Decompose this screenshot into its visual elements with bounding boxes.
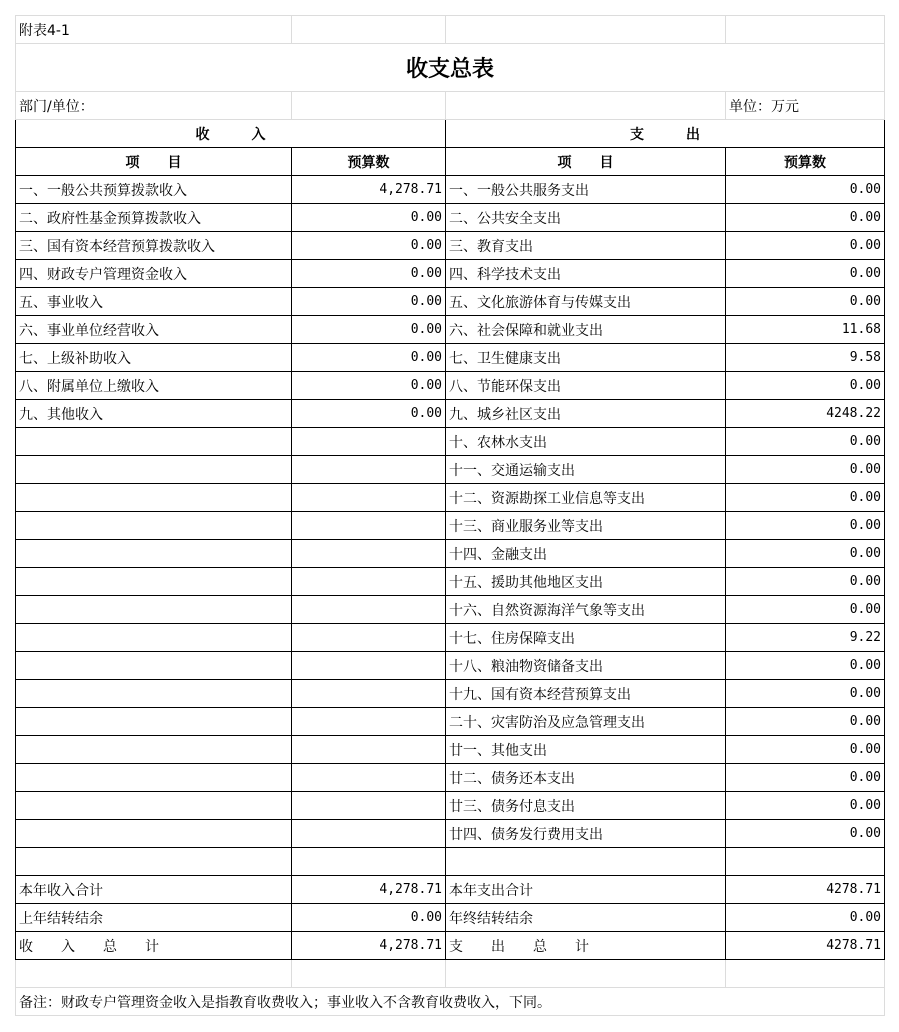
- income-value: [292, 680, 446, 708]
- expense-item: 十、农林水支出: [446, 428, 726, 456]
- expense-value: 0.00: [726, 708, 885, 736]
- table-row: [16, 512, 885, 540]
- income-item: 三、国有资本经营预算拨款收入: [16, 232, 292, 260]
- expense-value: 0.00: [726, 904, 885, 932]
- expense-item: 十五、援助其他地区支出: [446, 568, 726, 596]
- expense-item: 十九、国有资本经营预算支出: [446, 680, 726, 708]
- income-item: 八、附属单位上缴收入: [16, 372, 292, 400]
- expense-item: 十四、金融支出: [446, 540, 726, 568]
- expense-item: 廿二、债务还本支出: [446, 764, 726, 792]
- expense-value: 11.68: [726, 316, 885, 344]
- table-row: [16, 764, 885, 792]
- expense-value: 9.58: [726, 344, 885, 372]
- table-row: [16, 288, 885, 316]
- unit-label: 单位：万元: [726, 92, 885, 120]
- income-item: [16, 848, 292, 876]
- income-value: [292, 484, 446, 512]
- expense-value: 0.00: [726, 176, 885, 204]
- expense-budget-header: 预算数: [726, 148, 885, 176]
- income-item: [16, 512, 292, 540]
- dept-label: 部门/单位：: [16, 92, 292, 120]
- income-item: [16, 652, 292, 680]
- income-item: 一、一般公共预算拨款收入: [16, 176, 292, 204]
- income-value: [292, 792, 446, 820]
- income-value: 0.00: [292, 288, 446, 316]
- income-item: [16, 736, 292, 764]
- income-item: [16, 764, 292, 792]
- budget-table: [15, 15, 885, 1016]
- table-row: [16, 484, 885, 512]
- expense-value: [726, 848, 885, 876]
- income-item: 收 入 总 计: [16, 932, 292, 960]
- appendix-row: [16, 16, 885, 44]
- income-item: 九、其他收入: [16, 400, 292, 428]
- expense-value: 0.00: [726, 512, 885, 540]
- income-value: 0.00: [292, 260, 446, 288]
- expense-value: 0.00: [726, 232, 885, 260]
- column-header-row: [16, 148, 885, 176]
- table-row: [16, 596, 885, 624]
- dept-row: [16, 92, 885, 120]
- footnote: 备注：财政专户管理资金收入是指教育收费收入；事业收入不含教育收费收入，下同。: [16, 988, 885, 1016]
- income-value: [292, 848, 446, 876]
- table-row: [16, 904, 885, 932]
- expense-item: 十一、交通运输支出: [446, 456, 726, 484]
- expense-item: 廿一、其他支出: [446, 736, 726, 764]
- spacer-row: [16, 960, 885, 988]
- income-value: [292, 820, 446, 848]
- income-item: [16, 708, 292, 736]
- expense-header: 支 出: [446, 120, 885, 148]
- title-row: [16, 44, 885, 92]
- expense-item: 五、文化旅游体育与传媒支出: [446, 288, 726, 316]
- table-row: [16, 316, 885, 344]
- income-item: [16, 484, 292, 512]
- table-row: [16, 820, 885, 848]
- income-value: 0.00: [292, 344, 446, 372]
- income-item: [16, 456, 292, 484]
- expense-item: 九、城乡社区支出: [446, 400, 726, 428]
- expense-value: 0.00: [726, 736, 885, 764]
- expense-value: 0.00: [726, 204, 885, 232]
- appendix-label: 附表4-1: [16, 16, 292, 44]
- income-value: 0.00: [292, 232, 446, 260]
- income-item: [16, 624, 292, 652]
- income-budget-header: 预算数: [292, 148, 446, 176]
- income-value: [292, 764, 446, 792]
- expense-value: 4278.71: [726, 876, 885, 904]
- expense-item: 二十、灾害防治及应急管理支出: [446, 708, 726, 736]
- expense-value: 0.00: [726, 288, 885, 316]
- expense-value: 0.00: [726, 792, 885, 820]
- income-value: 4,278.71: [292, 176, 446, 204]
- income-value: [292, 568, 446, 596]
- income-value: [292, 512, 446, 540]
- table-row: [16, 848, 885, 876]
- expense-value: 4278.71: [726, 932, 885, 960]
- section-header-row: [16, 120, 885, 148]
- income-value: [292, 652, 446, 680]
- income-value: 0.00: [292, 316, 446, 344]
- expense-item: 本年支出合计: [446, 876, 726, 904]
- table-row: [16, 232, 885, 260]
- expense-value: 9.22: [726, 624, 885, 652]
- expense-item: 一、一般公共服务支出: [446, 176, 726, 204]
- expense-item: 十六、自然资源海洋气象等支出: [446, 596, 726, 624]
- income-item: [16, 820, 292, 848]
- expense-value: 0.00: [726, 456, 885, 484]
- income-item: 四、财政专户管理资金收入: [16, 260, 292, 288]
- table-row: [16, 260, 885, 288]
- income-item: [16, 540, 292, 568]
- expense-item: 七、卫生健康支出: [446, 344, 726, 372]
- income-item: [16, 680, 292, 708]
- income-value: 4,278.71: [292, 932, 446, 960]
- expense-value: 0.00: [726, 652, 885, 680]
- income-item: 七、上级补助收入: [16, 344, 292, 372]
- expense-item: 六、社会保障和就业支出: [446, 316, 726, 344]
- expense-item-header: 项 目: [446, 148, 726, 176]
- table-row: [16, 344, 885, 372]
- expense-value: 0.00: [726, 680, 885, 708]
- expense-item: 支 出 总 计: [446, 932, 726, 960]
- expense-value: 0.00: [726, 372, 885, 400]
- income-value: 0.00: [292, 204, 446, 232]
- expense-value: 0.00: [726, 540, 885, 568]
- expense-value: 0.00: [726, 764, 885, 792]
- expense-value: 0.00: [726, 568, 885, 596]
- table-row: [16, 708, 885, 736]
- income-value: [292, 428, 446, 456]
- expense-item: 三、教育支出: [446, 232, 726, 260]
- income-item: 六、事业单位经营收入: [16, 316, 292, 344]
- income-item: [16, 596, 292, 624]
- table-row: [16, 540, 885, 568]
- income-value: [292, 596, 446, 624]
- income-header: 收 入: [16, 120, 446, 148]
- expense-item: 十二、资源勘探工业信息等支出: [446, 484, 726, 512]
- income-item-header: 项 目: [16, 148, 292, 176]
- income-value: [292, 708, 446, 736]
- income-item: 二、政府性基金预算拨款收入: [16, 204, 292, 232]
- expense-item: 十七、住房保障支出: [446, 624, 726, 652]
- income-value: [292, 540, 446, 568]
- income-item: 本年收入合计: [16, 876, 292, 904]
- note-row: [16, 988, 885, 1016]
- expense-value: 0.00: [726, 596, 885, 624]
- income-item: 五、事业收入: [16, 288, 292, 316]
- expense-item: 廿三、债务付息支出: [446, 792, 726, 820]
- income-item: [16, 792, 292, 820]
- table-row: [16, 876, 885, 904]
- table-row: [16, 932, 885, 960]
- expense-value: 0.00: [726, 428, 885, 456]
- expense-value: 0.00: [726, 820, 885, 848]
- expense-item: 二、公共安全支出: [446, 204, 726, 232]
- expense-item: 四、科学技术支出: [446, 260, 726, 288]
- expense-value: 4248.22: [726, 400, 885, 428]
- table-row: [16, 456, 885, 484]
- page-title: 收支总表: [16, 44, 885, 92]
- table-row: [16, 428, 885, 456]
- budget-sheet: [15, 15, 884, 1016]
- income-item: [16, 428, 292, 456]
- table-row: [16, 400, 885, 428]
- table-row: [16, 792, 885, 820]
- expense-item: 十八、粮油物资储备支出: [446, 652, 726, 680]
- income-value: [292, 736, 446, 764]
- income-item: [16, 568, 292, 596]
- income-value: 0.00: [292, 400, 446, 428]
- income-value: [292, 624, 446, 652]
- expense-item: 八、节能环保支出: [446, 372, 726, 400]
- table-row: [16, 680, 885, 708]
- expense-value: 0.00: [726, 484, 885, 512]
- table-row: [16, 568, 885, 596]
- income-value: 0.00: [292, 372, 446, 400]
- expense-item: 年终结转结余: [446, 904, 726, 932]
- expense-item: 廿四、债务发行费用支出: [446, 820, 726, 848]
- table-row: [16, 176, 885, 204]
- table-row: [16, 736, 885, 764]
- income-value: 4,278.71: [292, 876, 446, 904]
- table-row: [16, 372, 885, 400]
- expense-item: [446, 848, 726, 876]
- income-value: [292, 456, 446, 484]
- table-row: [16, 652, 885, 680]
- table-row: [16, 624, 885, 652]
- income-item: 上年结转结余: [16, 904, 292, 932]
- expense-item: 十三、商业服务业等支出: [446, 512, 726, 540]
- table-row: [16, 204, 885, 232]
- expense-value: 0.00: [726, 260, 885, 288]
- income-value: 0.00: [292, 904, 446, 932]
